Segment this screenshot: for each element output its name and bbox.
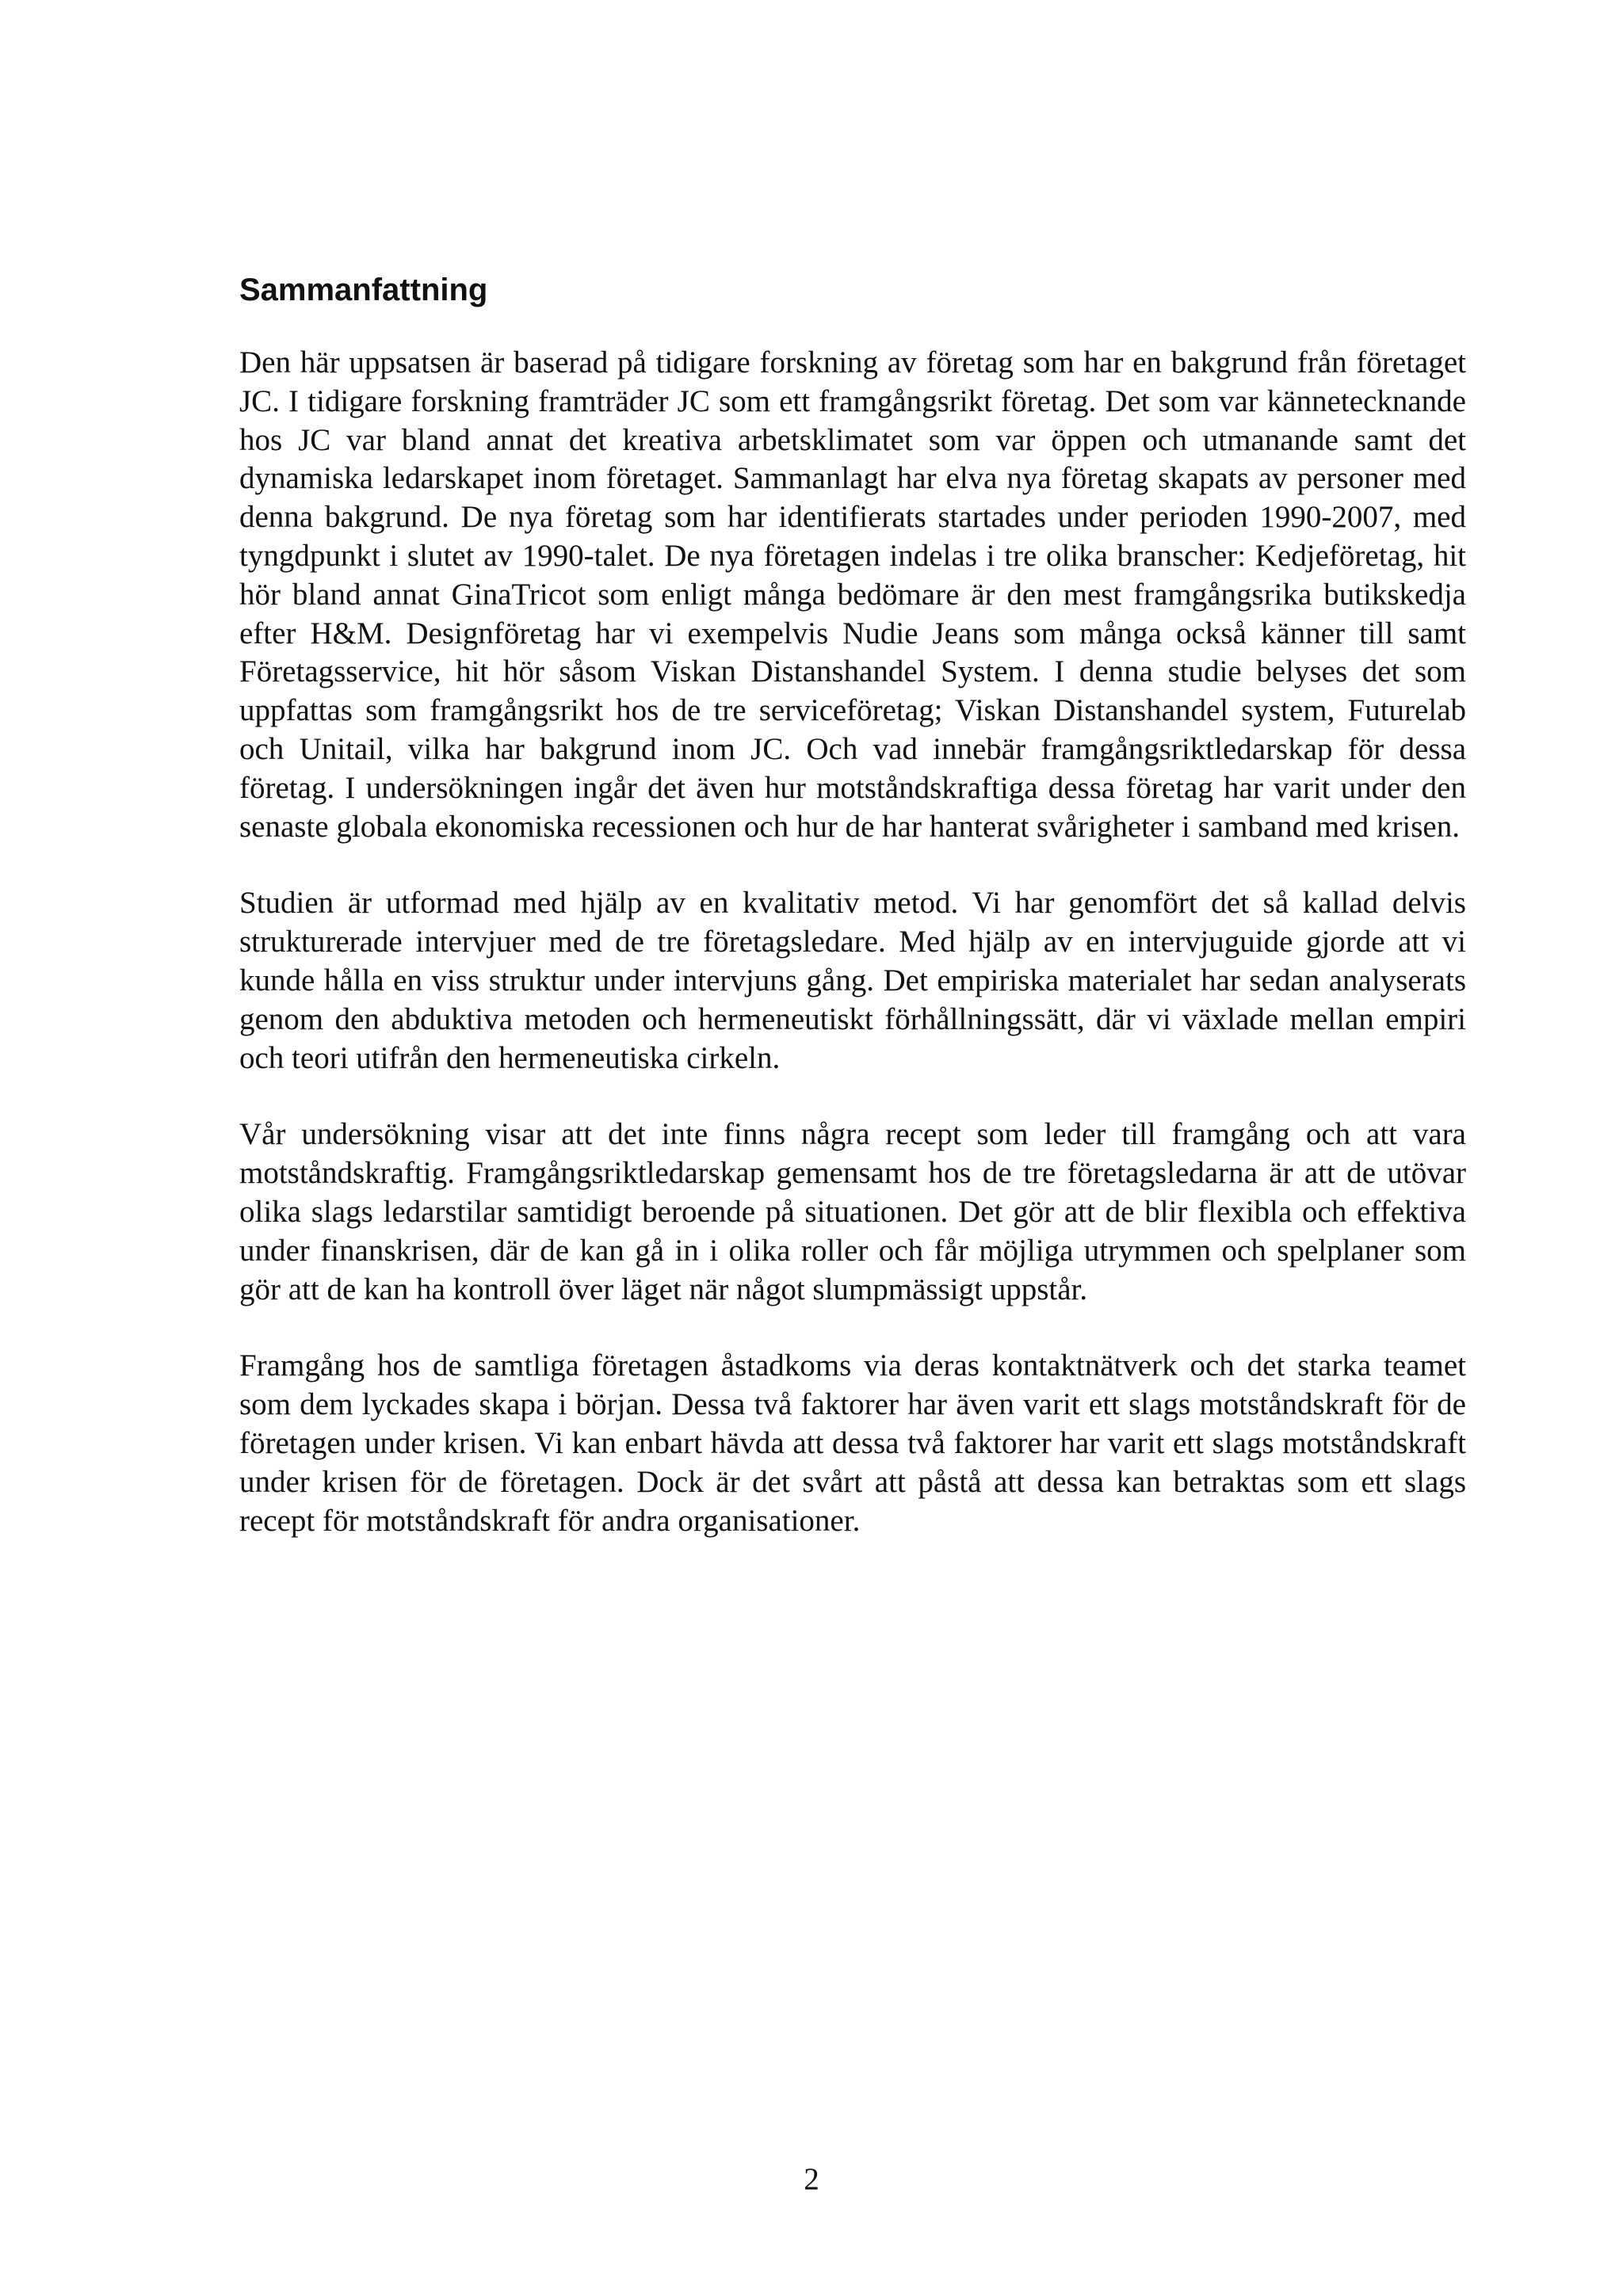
paragraph-2: Studien är utformad med hjälp av en kvalitativ metod. Vi har genomfört det så kallad delvis strukturerade intervjuer med de tre företagsledare. Med hjälp av en intervjuguide gjorde att vi kunde hålla en viss struktur under intervjuns gång. Det empiriska materialet har sedan analyserats genom den abduktiva metoden och hermeneutiskt förhållningssätt, där vi växlade mellan empiri och teori utifrån den hermeneutiska cirkeln. bbox=[239, 886, 1466, 1075]
paragraph-3: Vår undersökning visar att det inte finns några recept som leder till framgång och att vara motståndskraftig. Framgångsriktledarskap gemensamt hos de tre företagsledarna är att de utövar olika slags ledarstilar samtidigt beroende på situationen. Det gör att de blir flexibla och effektiva under finanskrisen, där de kan gå in i olika roller och får möjliga utrymmen och spelplaner som gör att de kan ha kontroll över läget när något slumpmässigt uppstår. bbox=[239, 1117, 1466, 1306]
section-heading: Sammanfattning bbox=[239, 273, 488, 307]
paragraph-1: Den här uppsatsen är baserad på tidigare forskning av företag som har en bakgrund från företaget JC. I tidigare forskning framträder JC som ett framgångsrikt företag. Det som var kännetecknande hos JC var bland annat det kreativa arbetsklimatet som var öppen och utmanande samt det dynamiska ledarskapet inom företaget. Sammanlagt har elva nya företag skapats av personer med denna bakgrund. De nya företag som har identifierats startades under perioden 1990-2007, med tyngdpunkt i slutet av 1990-talet. De nya företagen indelas i tre olika branscher: Kedjeföretag, hit hör bland annat GinaTricot som enligt många bedömare är den mest framgångsrika butikskedja efter H&M. Designföretag har vi exempelvis Nudie Jeans som många också känner till samt Företagsservice, hit hör såsom Viskan Distanshandel System. I denna studie belyses det som uppfattas som framgångsrikt hos de tre serviceföretag; Viskan Distanshandel system, Futurelab och Unitail, vilka har bakgrund inom JC. Och vad innebär framgångsriktledarskap för dessa företag. I undersökningen ingår det även hur motståndskraftiga dessa företag har varit under den senaste globala ekonomiska recessionen och hur de har hanterat svårigheter i samband med krisen. bbox=[239, 345, 1466, 844]
page-content bbox=[239, 271, 1466, 1540]
page-number: 2 bbox=[804, 2162, 819, 2196]
paragraph-4: Framgång hos de samtliga företagen åstadkoms via deras kontaktnätverk och det starka teamet som dem lyckades skapa i början. Dessa två faktorer har även varit ett slags motståndskraft för de företagen under krisen. Vi kan enbart hävda att dessa två faktorer har varit ett slags motståndskraft under krisen för de företagen. Dock är det svårt att påstå att dessa kan betraktas som ett slags recept för motståndskraft för andra organisationer. bbox=[239, 1348, 1466, 1538]
